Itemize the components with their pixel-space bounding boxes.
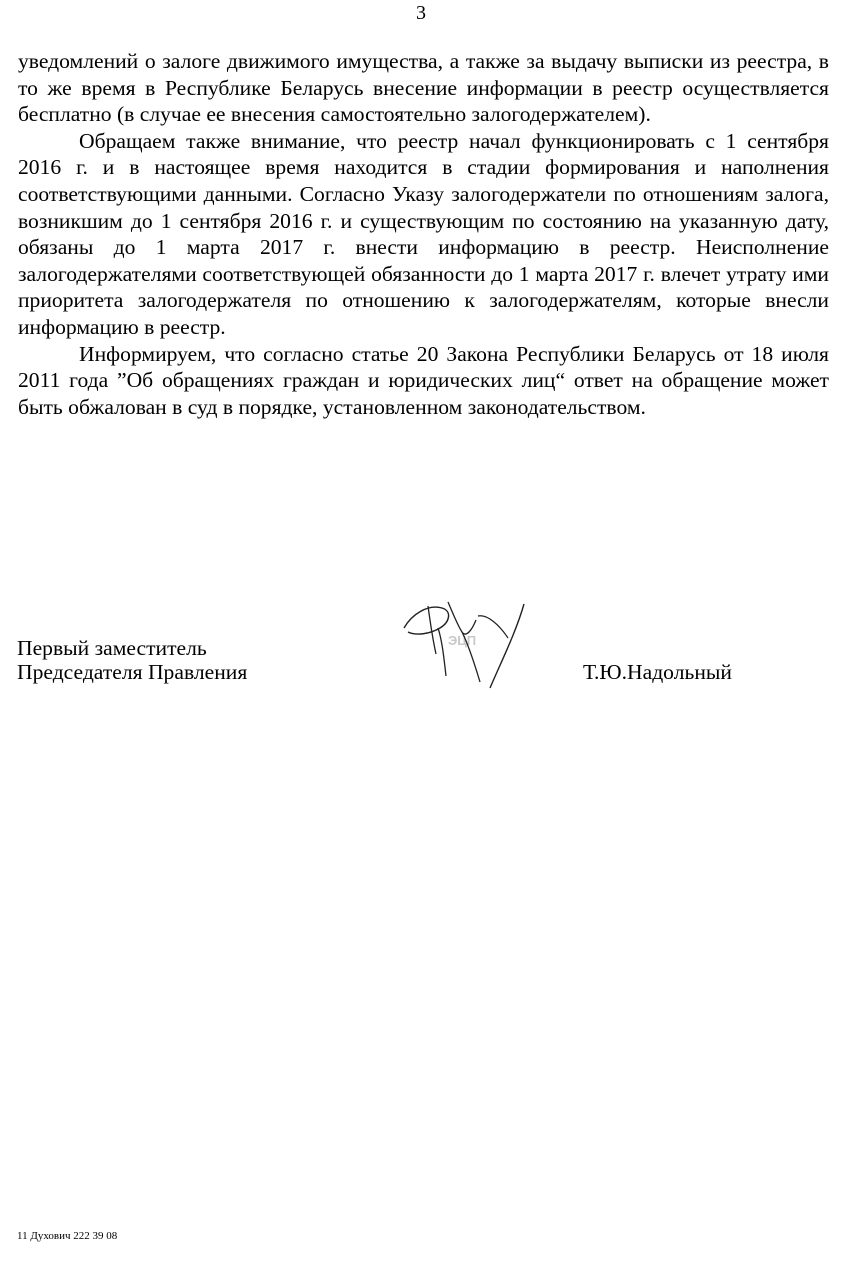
page-number: 3 <box>416 2 426 24</box>
paragraph-3: Информируем, что согласно статье 20 Закона Республики Беларусь от 18 июля 2011 года ”Об обращениях граждан и юридических лиц“ ответ на обращение может быть обжалован в суд в порядке, установленном законодательством. <box>18 341 829 419</box>
handwritten-signature <box>398 592 538 692</box>
signatory-position-line-1: Первый заместитель <box>17 636 207 660</box>
digital-signature-stamp: ЭЦП <box>448 633 477 648</box>
signatory-position <box>17 636 247 684</box>
signatory-name: Т.Ю.Надольный <box>583 660 732 684</box>
executor-note: 11 Духович 222 39 08 <box>17 1230 118 1242</box>
paragraph-2: Обращаем также внимание, что реестр начал функционировать с 1 сентября 2016 г. и в настоящее время находится в стадии формирования и наполнения соответствующими данными. Согласно Указу залогодержатели по отношениям залога, возникшим до 1 сентября 2016 г. и существующим по состоянию на указанную дату, обязаны до 1 марта 2017 г. внести информацию в реестр. Неисполнение залогодержателями соответствующей обязанности до 1 марта 2017 г. влечет утрату ими приоритета залогодержателя по отношению к залогодержателям, которые внесли информацию в реестр. <box>18 128 829 339</box>
letter-body <box>18 48 829 420</box>
signatory-position-line-2: Председателя Правления <box>17 660 248 684</box>
paragraph-1: уведомлений о залоге движимого имущества, а также за выдачу выписки из реестра, в то же время в Республике Беларусь внесение информации в реестр осуществляется бесплатно (в случае ее внесения самостоятельно залогодержателем). <box>18 49 829 127</box>
